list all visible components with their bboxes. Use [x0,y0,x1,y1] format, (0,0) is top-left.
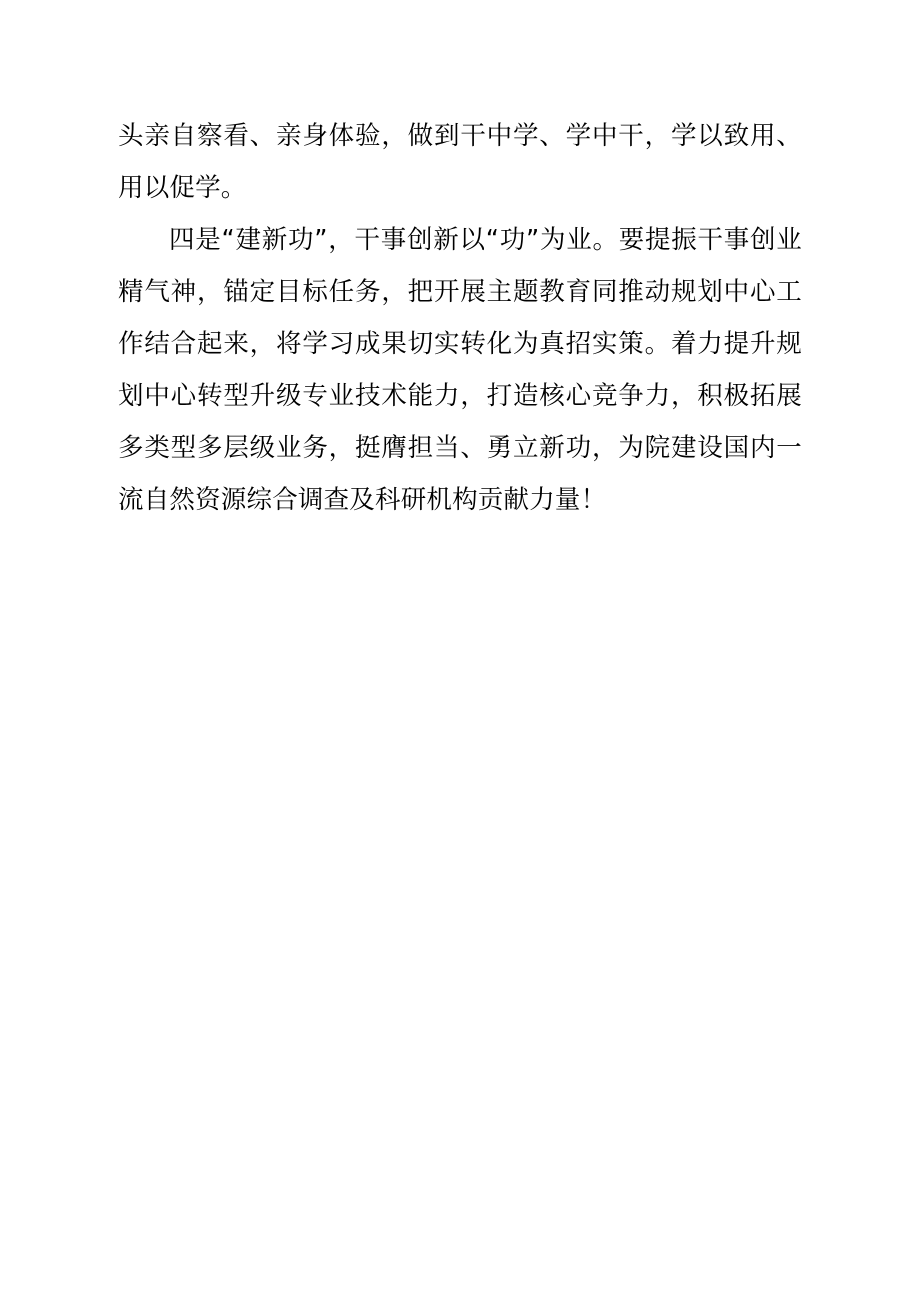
paragraph-section-four: 四是“建新功”，干事创新以“功”为业。要提振干事创业精气神，锚定目标任务，把开展主题教育同推动规划中心工作结合起来，将学习成果切实转化为真招实策。着力提升规划中心转型升级专业技术能力，打造核心竞争力，积极拓展多类型多层级业务，挺膺担当、勇立新功，为院建设国内一流自然资源综合调查及科研机构贡献力量！ [118,225,802,515]
document-body [118,110,802,526]
paragraph-continuation: 头亲自察看、亲身体验，做到干中学、学中干，学以致用、用以促学。 [118,121,802,203]
